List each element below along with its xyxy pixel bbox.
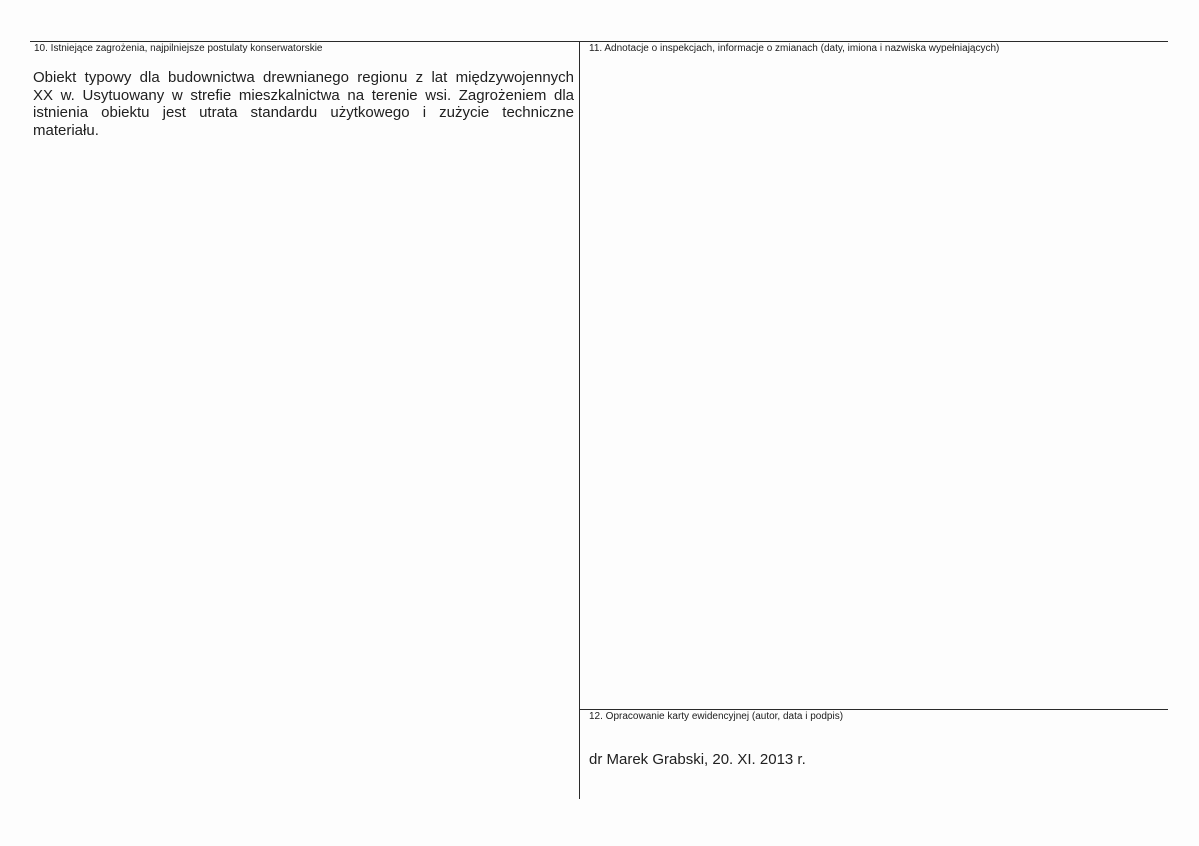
section-10-text-line-1: Obiekt typowy dla budownictwa drewnianego regionu z lat międzywojennych xyxy=(33,69,574,86)
section-10-label: 10. Istniejące zagrożenia, najpilniejsze postulaty konserwatorskie xyxy=(34,43,323,54)
section-10-text-line-2: XX w. Usytuowany w strefie mieszkalnictwa na terenie wsi. Zagrożeniem dla xyxy=(33,86,574,104)
section-10-top-rule xyxy=(30,41,580,42)
section-10-text xyxy=(33,69,574,139)
section-11-label: 11. Adnotacje o inspekcjach, informacje o zmianach (daty, imiona i nazwiska wypełniających) xyxy=(589,43,1000,54)
section-12-label: 12. Opracowanie karty ewidencyjnej (autor, data i podpis) xyxy=(589,711,844,722)
column-divider xyxy=(579,41,580,799)
section-10-text-line-3: istnienia obiektu jest utrata standardu użytkowego i zużycie techniczne xyxy=(33,104,574,121)
section-10-text-line-4: materiału. xyxy=(33,121,99,139)
section-12-author-date: dr Marek Grabski, 20. XI. 2013 r. xyxy=(589,751,806,768)
section-11-top-rule xyxy=(580,41,1168,42)
section-12-top-rule xyxy=(580,709,1168,710)
